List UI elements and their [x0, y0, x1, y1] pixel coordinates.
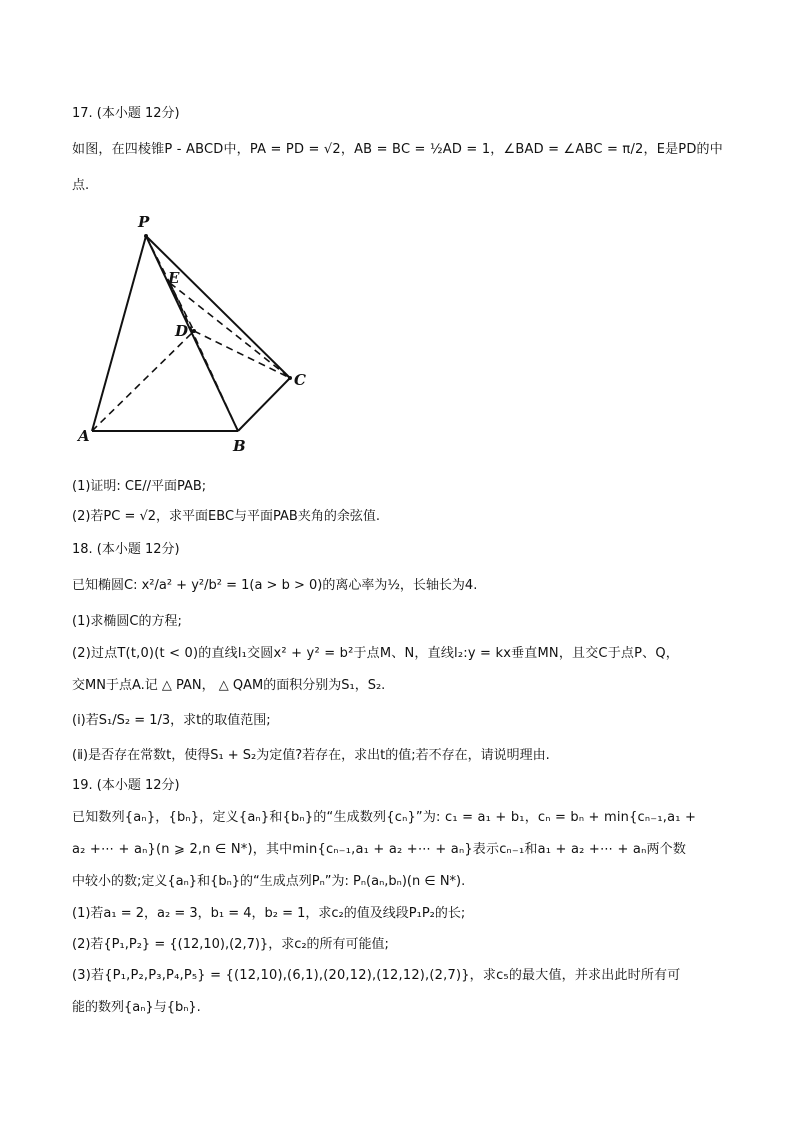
q17-stem-line2: 点. — [72, 178, 90, 193]
q18-stem: 已知椭圆C: x²/a² + y²/b² = 1(a > b > 0)的离心率为½，长轴长为4. — [72, 578, 478, 593]
q18-part2-line2: 交MN于点A.记 △ PAN， △ QAM的面积分别为S₁，S₂. — [72, 678, 386, 693]
pyramid-figure — [70, 205, 330, 465]
q17-part2: (2)若PC = √2，求平面EBC与平面PAB夹角的余弦值. — [72, 509, 380, 524]
q17-part1: (1)证明: CE//平面PAB; — [72, 479, 207, 494]
q17-stem-line1: 如图，在四棱锥P - ABCD中，PA = PD = √2，AB = BC = ½AD = 1，∠BAD = ∠ABC = π/2，E是PD的中 — [72, 142, 723, 157]
label-A: A — [78, 427, 90, 445]
q18-sub-ii: (ⅱ)是否存在常数t，使得S₁ + S₂为定值?若存在，求出t的值;若不存在，请说明理由. — [72, 748, 550, 763]
label-D: D — [175, 322, 189, 340]
edge-PC — [146, 236, 290, 378]
edge-DC — [194, 331, 290, 378]
q17-header: 17. (本小题 12分) — [72, 106, 180, 121]
q19-part1: (1)若a₁ = 2，a₂ = 3，b₁ = 4，b₂ = 1，求c₂的值及线段P₁P₂的长; — [72, 906, 466, 921]
q18-sub-i: (ⅰ)若S₁/S₂ = 1/3，求t的取值范围; — [72, 713, 271, 728]
q19-part3-line2: 能的数列{aₙ}与{bₙ}. — [72, 1000, 201, 1015]
q19-stem-line2: a₂ +⋯ + aₙ}(n ⩾ 2,n ∈ N*)，其中min{cₙ₋₁,a₁ + a₂ +⋯ + aₙ}表示cₙ₋₁和a₁ + a₂ +⋯ + aₙ两个数 — [72, 842, 687, 857]
edge-AD — [92, 331, 194, 431]
edge-PA — [92, 236, 146, 431]
edge-BC — [238, 378, 290, 431]
q18-part2-line1: (2)过点T(t,0)(t < 0)的直线l₁交圆x² + y² = b²于点M、N，直线l₂:y = kx垂直MN，且交C于点P、Q， — [72, 646, 679, 661]
label-P: P — [138, 213, 150, 231]
q18-header: 18. (本小题 12分) — [72, 542, 180, 557]
q18-part1: (1)求椭圆C的方程; — [72, 614, 182, 629]
q19-header: 19. (本小题 12分) — [72, 778, 180, 793]
label-B: B — [233, 437, 246, 455]
q19-stem-line1: 已知数列{aₙ}，{bₙ}，定义{aₙ}和{bₙ}的“生成数列{cₙ}”为: c₁ = a₁ + b₁，cₙ = bₙ + min{cₙ₋₁,a₁ + — [72, 810, 697, 825]
q19-stem-line3: 中较小的数;定义{aₙ}和{bₙ}的“生成点列Pₙ”为: Pₙ(aₙ,bₙ)(n ∈ N*). — [72, 874, 466, 889]
label-E: E — [168, 269, 180, 287]
edge-PB — [146, 236, 238, 431]
label-C: C — [294, 371, 306, 389]
q19-part3-line1: (3)若{P₁,P₂,P₃,P₄,P₅} = {(12,10),(6,1),(20,12),(12,12),(2,7)}，求c₅的最大值，并求出此时所有可 — [72, 968, 681, 983]
q19-part2: (2)若{P₁,P₂} = {(12,10),(2,7)}，求c₂的所有可能值; — [72, 937, 389, 952]
